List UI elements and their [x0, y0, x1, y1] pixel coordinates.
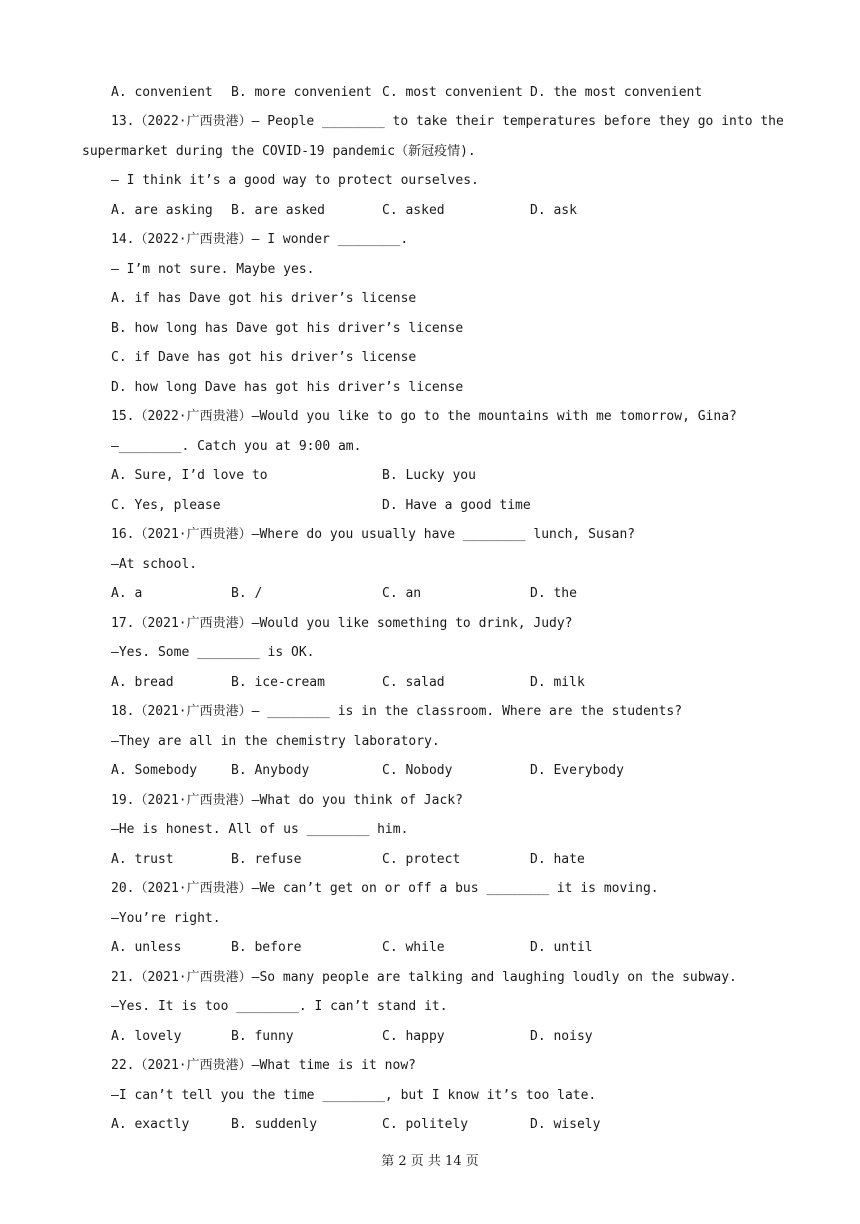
q17-reply: —Yes. Some ________ is OK. [111, 645, 315, 660]
q17-stem: 17.（2021·广西贵港）—Would you like something to drink, Judy? [111, 616, 573, 631]
q14-reply: — I’m not sure. Maybe yes. [111, 262, 315, 277]
q14-option-c: C. if Dave has got his driver’s license [111, 350, 417, 365]
option: A. Somebody [111, 763, 198, 778]
option: C. while [382, 940, 445, 955]
q19-stem: 19.（2021·广西贵港）—What do you think of Jack? [111, 793, 463, 808]
option: A. Sure, I’d love to [111, 468, 268, 483]
option: A. trust [111, 852, 174, 867]
option: D. wisely [530, 1117, 601, 1132]
q13-reply: — I think it’s a good way to protect ourselves. [111, 173, 479, 188]
page-footer: 第 2 页 共 14 页 [381, 1154, 479, 1169]
q14-stem: 14.（2022·广西贵港）— I wonder ________. [111, 232, 409, 247]
option: C. asked [382, 203, 445, 218]
q18-stem: 18.（2021·广西贵港）— ________ is in the classroom. Where are the students? [111, 704, 683, 719]
q15-stem: 15.（2022·广西贵港）—Would you like to go to the mountains with me tomorrow, Gina? [111, 409, 737, 424]
option: B. refuse [231, 852, 302, 867]
option: B. Lucky you [382, 468, 476, 483]
option: C. protect [382, 852, 461, 867]
option: C. happy [382, 1029, 445, 1044]
option: C. politely [382, 1117, 469, 1132]
q16-reply: —At school. [111, 557, 198, 572]
option: D. the [530, 586, 577, 601]
option: C. most convenient [382, 85, 523, 100]
q21-stem: 21.（2021·广西贵港）—So many people are talking and laughing loudly on the subway. [111, 970, 737, 985]
q15-reply: —________. Catch you at 9:00 am. [111, 439, 362, 454]
option: A. exactly [111, 1117, 190, 1132]
option: C. an [382, 586, 422, 601]
q20-stem: 20.（2021·广西贵港）—We can’t get on or off a bus ________ it is moving. [111, 881, 659, 896]
q13-stem-cont: supermarket during the COVID-19 pandemic（新冠疫情). [82, 144, 476, 159]
option: D. the most convenient [530, 85, 703, 100]
option: B. Anybody [231, 763, 310, 778]
option: D. noisy [530, 1029, 593, 1044]
option: B. funny [231, 1029, 294, 1044]
q18-reply: —They are all in the chemistry laboratory. [111, 734, 440, 749]
option: B. are asked [231, 203, 325, 218]
option: C. Nobody [382, 763, 453, 778]
q19-reply: —He is honest. All of us ________ him. [111, 822, 409, 837]
option: D. Everybody [530, 763, 624, 778]
option: B. suddenly [231, 1117, 318, 1132]
option: A. are asking [111, 203, 213, 218]
option: C. Yes, please [111, 498, 221, 513]
q14-option-d: D. how long Dave has got his driver’s license [111, 380, 464, 395]
option: B. ice-cream [231, 675, 325, 690]
option: A. bread [111, 675, 174, 690]
q16-stem: 16.（2021·广西贵港）—Where do you usually have ________ lunch, Susan? [111, 527, 636, 542]
q21-reply: —Yes. It is too ________. I can’t stand it. [111, 999, 448, 1014]
q14-option-b: B. how long has Dave got his driver’s license [111, 321, 464, 336]
option: B. / [231, 586, 263, 601]
option: A. unless [111, 940, 182, 955]
q22-reply: —I can’t tell you the time ________, but I know it’s too late. [111, 1088, 597, 1103]
option: B. before [231, 940, 302, 955]
q20-reply: —You’re right. [111, 911, 221, 926]
option: A. a [111, 586, 143, 601]
option: D. hate [530, 852, 585, 867]
option: A. convenient [111, 85, 213, 100]
option: A. lovely [111, 1029, 182, 1044]
option: B. more convenient [231, 85, 372, 100]
option: D. milk [530, 675, 585, 690]
option: D. until [530, 940, 593, 955]
option: D. ask [530, 203, 577, 218]
q14-option-a: A. if has Dave got his driver’s license [111, 291, 417, 306]
q13-stem: 13.（2022·广西贵港）— People ________ to take their temperatures before they go into the [111, 114, 784, 129]
option: D. Have a good time [382, 498, 531, 513]
option: C. salad [382, 675, 445, 690]
q22-stem: 22.（2021·广西贵港）—What time is it now? [111, 1058, 416, 1073]
